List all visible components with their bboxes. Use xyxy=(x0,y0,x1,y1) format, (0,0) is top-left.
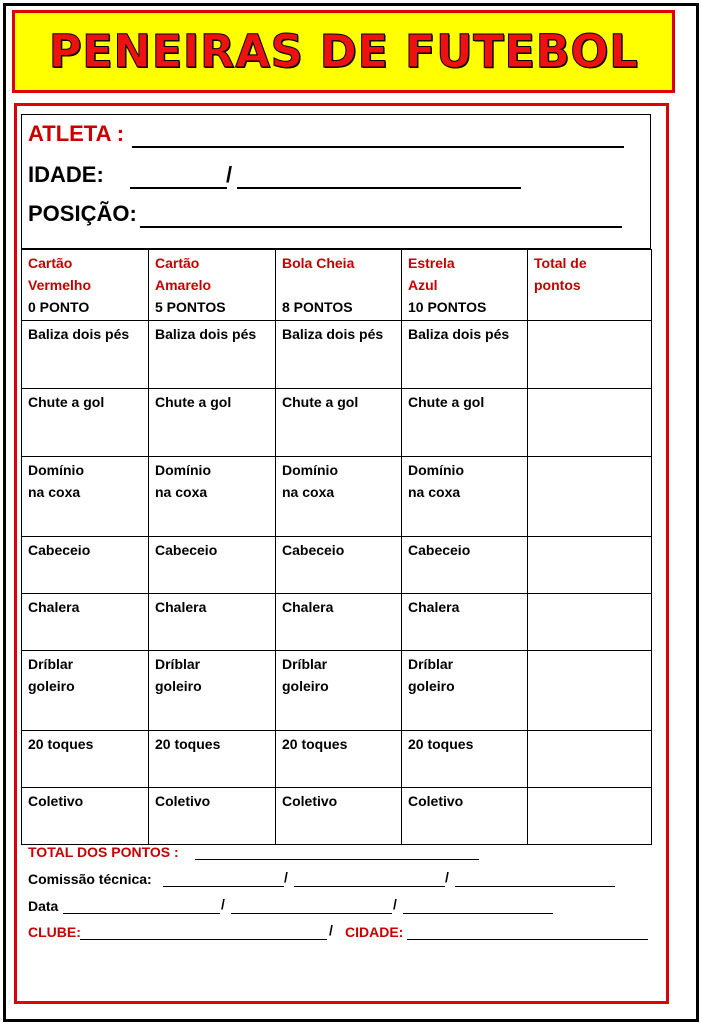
column-points: 8 PONTOS xyxy=(282,299,353,315)
clube-cidade-separator: / xyxy=(329,922,333,938)
comissao-field-2[interactable] xyxy=(294,872,445,887)
total-cell[interactable] xyxy=(528,457,652,537)
skill-label: Domínio xyxy=(155,462,211,478)
column-header-cartao-vermelho xyxy=(22,250,149,321)
column-header-bola-cheia xyxy=(276,250,402,321)
total-cell[interactable] xyxy=(528,651,652,731)
skill-label: Coletivo xyxy=(28,793,84,809)
skill-cell[interactable] xyxy=(402,537,528,594)
skill-label: Domínio xyxy=(28,462,84,478)
data-field-3[interactable] xyxy=(403,899,553,914)
skill-label: Cabeceio xyxy=(155,542,218,558)
skill-cell[interactable] xyxy=(402,321,528,389)
column-name: Cartão xyxy=(28,255,73,271)
skill-cell[interactable] xyxy=(402,594,528,651)
skill-label: goleiro xyxy=(282,678,329,694)
skill-cell[interactable] xyxy=(276,594,402,651)
skill-cell[interactable] xyxy=(22,389,149,457)
table-row xyxy=(22,788,652,845)
column-points: 10 PONTOS xyxy=(408,299,487,315)
column-name: Vermelho xyxy=(28,277,92,293)
skill-cell[interactable] xyxy=(149,788,276,845)
title-banner xyxy=(12,10,675,93)
skill-label: Coletivo xyxy=(155,793,211,809)
atleta-label: ATLETA : xyxy=(28,121,125,146)
skill-label: Chalera xyxy=(155,599,207,615)
skill-label: Dríblar xyxy=(282,656,328,672)
column-name: Amarelo xyxy=(155,277,212,293)
skill-label: 20 toques xyxy=(282,736,348,752)
skill-label: Domínio xyxy=(282,462,338,478)
skill-cell[interactable] xyxy=(402,651,528,731)
skill-label: na coxa xyxy=(155,484,208,500)
total-cell[interactable] xyxy=(528,389,652,457)
skill-label: Baliza dois pés xyxy=(28,326,130,342)
data-field-1[interactable] xyxy=(63,899,220,914)
atleta-field[interactable] xyxy=(132,122,624,148)
total-cell[interactable] xyxy=(528,321,652,389)
skill-label: Baliza dois pés xyxy=(155,326,257,342)
skill-label: Chute a gol xyxy=(408,394,485,410)
column-points: 0 PONTO xyxy=(28,299,90,315)
skill-cell[interactable] xyxy=(276,651,402,731)
skill-label: Chute a gol xyxy=(282,394,359,410)
skill-label: Chute a gol xyxy=(155,394,232,410)
skill-label: goleiro xyxy=(28,678,75,694)
comissao-label: Comissão técnica: xyxy=(28,871,152,887)
skill-label: Baliza dois pés xyxy=(408,326,510,342)
skill-cell[interactable] xyxy=(402,788,528,845)
skill-cell[interactable] xyxy=(22,651,149,731)
skill-cell[interactable] xyxy=(149,389,276,457)
score-table xyxy=(21,249,652,845)
skill-label: na coxa xyxy=(282,484,335,500)
skill-label: na coxa xyxy=(28,484,81,500)
skill-label: Baliza dois pés xyxy=(282,326,384,342)
column-name: pontos xyxy=(534,277,581,293)
table-row xyxy=(22,537,652,594)
skill-label: Domínio xyxy=(408,462,464,478)
column-name xyxy=(282,274,395,296)
data-field-2[interactable] xyxy=(231,899,392,914)
skill-cell[interactable] xyxy=(402,457,528,537)
skill-label: Dríblar xyxy=(28,656,74,672)
total-cell[interactable] xyxy=(528,537,652,594)
skill-label: Dríblar xyxy=(155,656,201,672)
skill-cell[interactable] xyxy=(22,457,149,537)
column-header-cartao-amarelo xyxy=(149,250,276,321)
column-name: Cartão xyxy=(155,255,200,271)
table-header-row xyxy=(22,250,652,321)
clube-field[interactable] xyxy=(80,925,327,940)
skill-cell[interactable] xyxy=(22,321,149,389)
column-name: Estrela xyxy=(408,255,455,271)
skill-cell[interactable] xyxy=(276,321,402,389)
skill-cell[interactable] xyxy=(149,321,276,389)
skill-label: goleiro xyxy=(155,678,202,694)
skill-cell[interactable] xyxy=(402,731,528,788)
comissao-separator-2: / xyxy=(445,869,449,885)
skill-label: Chute a gol xyxy=(28,394,105,410)
skill-label: 20 toques xyxy=(28,736,94,752)
skill-cell[interactable] xyxy=(22,537,149,594)
skill-cell[interactable] xyxy=(149,651,276,731)
column-header-total xyxy=(528,250,652,321)
skill-label: Chalera xyxy=(28,599,80,615)
skill-cell[interactable] xyxy=(276,537,402,594)
table-row xyxy=(22,651,652,731)
posicao-label: POSIÇÃO: xyxy=(28,201,137,226)
skill-label: Chalera xyxy=(408,599,460,615)
idade-label: IDADE: xyxy=(28,162,104,187)
skill-cell[interactable] xyxy=(149,594,276,651)
skill-label: Cabeceio xyxy=(28,542,91,558)
skill-cell[interactable] xyxy=(22,594,149,651)
column-name: Azul xyxy=(408,277,438,293)
data-label: Data xyxy=(28,898,59,914)
skill-label: Cabeceio xyxy=(282,542,345,558)
idade-field-2[interactable] xyxy=(237,163,521,189)
skill-label: 20 toques xyxy=(408,736,474,752)
comissao-field-3[interactable] xyxy=(455,872,615,887)
column-name: Bola Cheia xyxy=(282,255,355,271)
skill-cell[interactable] xyxy=(22,788,149,845)
clube-label: CLUBE: xyxy=(28,924,81,940)
skill-label: na coxa xyxy=(408,484,461,500)
skill-cell[interactable] xyxy=(276,457,402,537)
skill-label: goleiro xyxy=(408,678,455,694)
table-row xyxy=(22,321,652,389)
cidade-label: CIDADE: xyxy=(345,924,404,940)
table-row xyxy=(22,594,652,651)
skill-cell[interactable] xyxy=(22,731,149,788)
column-points: 5 PONTOS xyxy=(155,299,226,315)
table-row xyxy=(22,731,652,788)
idade-field-1[interactable] xyxy=(130,163,227,189)
posicao-field[interactable] xyxy=(140,202,622,228)
column-header-estrela-azul xyxy=(402,250,528,321)
skill-label: Chalera xyxy=(282,599,334,615)
data-separator-1: / xyxy=(221,896,225,912)
page-title: PENEIRAS DE FUTEBOL xyxy=(48,25,639,78)
skill-cell[interactable] xyxy=(149,537,276,594)
skill-label: Dríblar xyxy=(408,656,454,672)
skill-label: 20 toques xyxy=(155,736,221,752)
total-field[interactable] xyxy=(195,845,479,860)
skill-cell[interactable] xyxy=(149,457,276,537)
skill-cell[interactable] xyxy=(276,731,402,788)
total-cell[interactable] xyxy=(528,594,652,651)
table-row xyxy=(22,389,652,457)
skill-cell[interactable] xyxy=(149,731,276,788)
comissao-field-1[interactable] xyxy=(163,872,284,887)
total-cell[interactable] xyxy=(528,731,652,788)
data-separator-2: / xyxy=(393,896,397,912)
skill-label: Coletivo xyxy=(282,793,338,809)
total-label: TOTAL DOS PONTOS : xyxy=(28,844,179,860)
idade-separator: / xyxy=(226,162,233,187)
column-name: Total de xyxy=(534,255,587,271)
comissao-separator-1: / xyxy=(284,869,288,885)
skill-cell[interactable] xyxy=(276,389,402,457)
skill-cell[interactable] xyxy=(402,389,528,457)
cidade-field[interactable] xyxy=(407,925,648,940)
skill-cell[interactable] xyxy=(276,788,402,845)
skill-label: Coletivo xyxy=(408,793,464,809)
table-row xyxy=(22,457,652,537)
total-cell[interactable] xyxy=(528,788,652,845)
skill-label: Cabeceio xyxy=(408,542,471,558)
